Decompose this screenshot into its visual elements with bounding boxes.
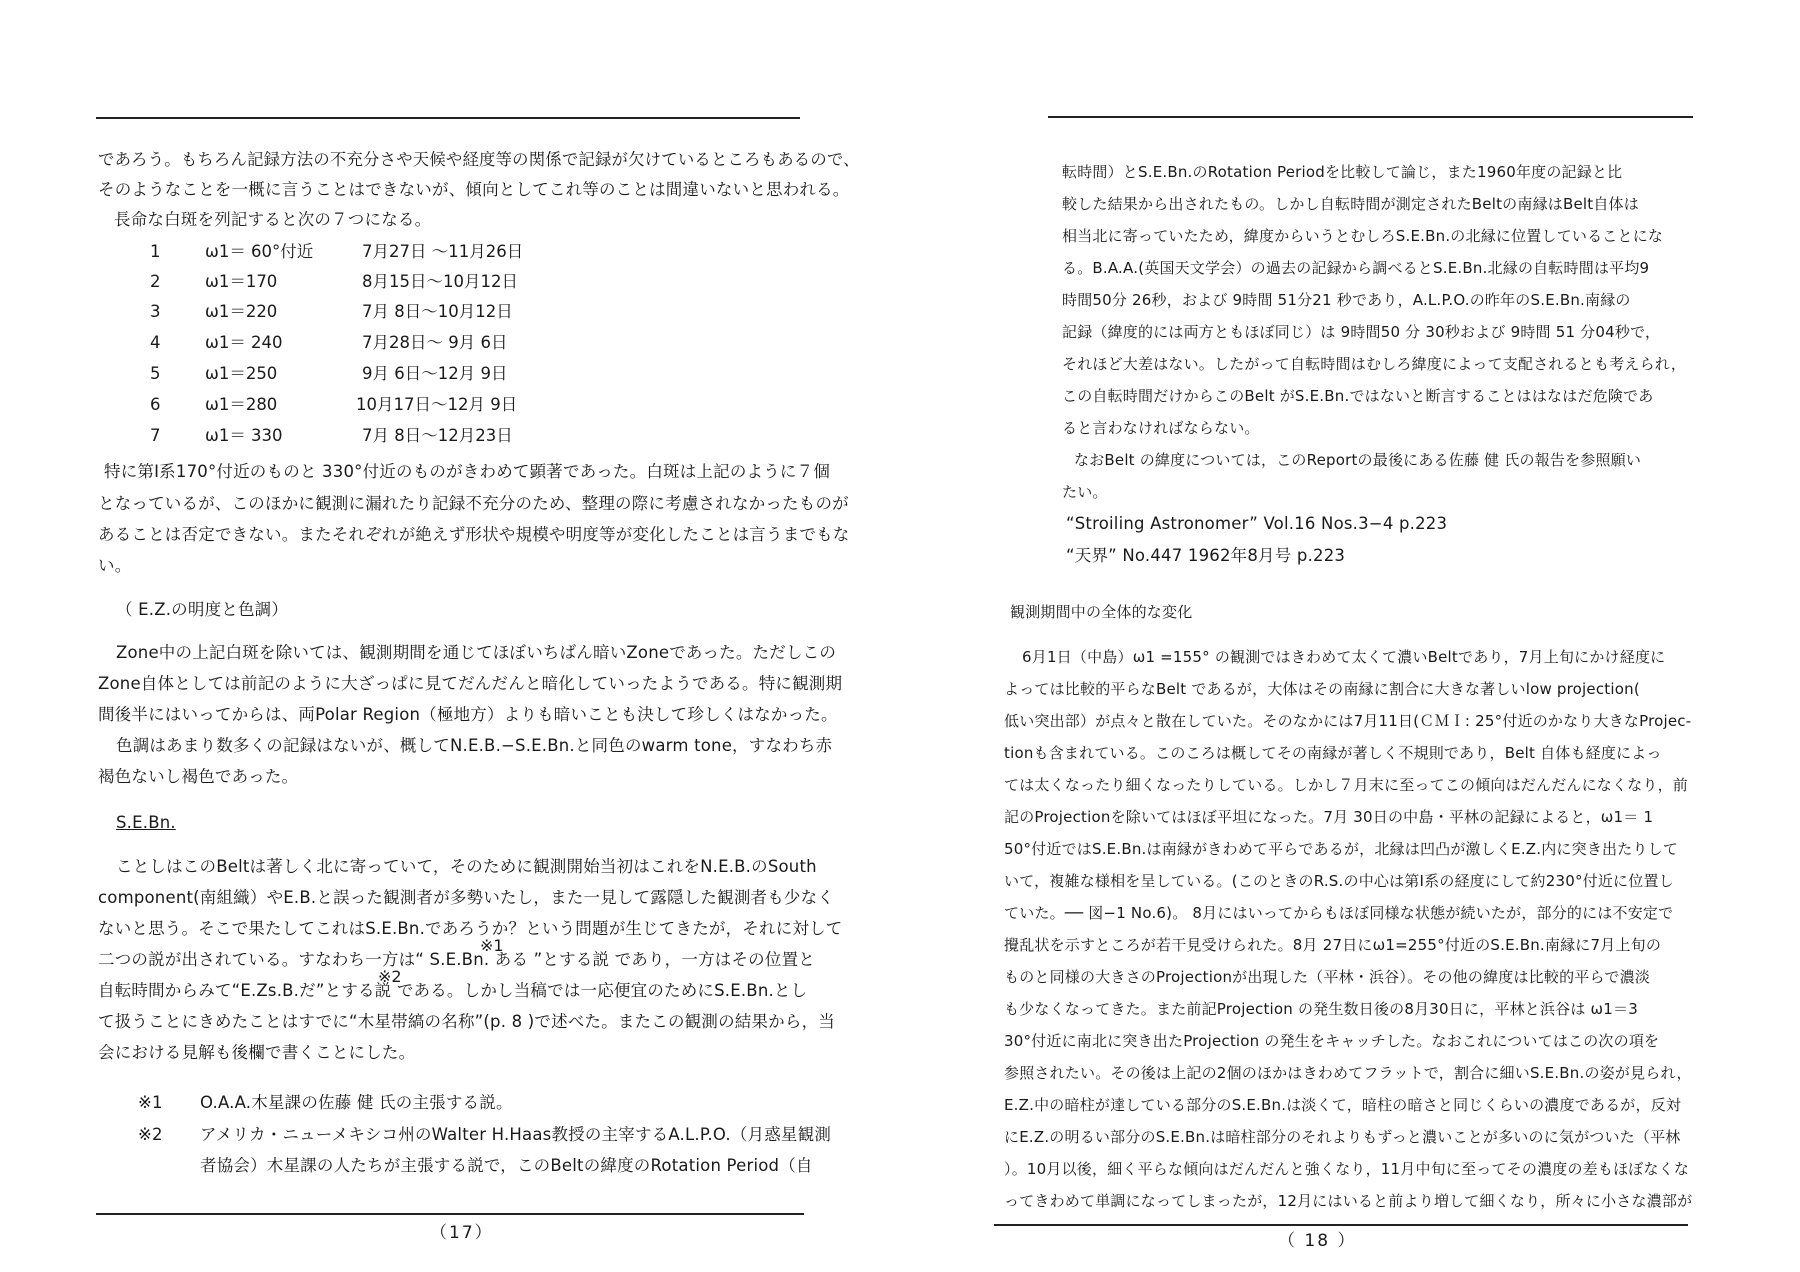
spot-longitude: ω1＝ 240 <box>205 333 283 352</box>
text-line: よっては比較的平らなBelt であるが，大体はその南縁に割合に大きな著しいlow projection( <box>1004 680 1640 698</box>
text-line: であろう。もちろん記録方法の不充分さや天候や経度等の関係で記録が欠けているところもあるので、 <box>98 150 860 169</box>
text-line: Zone中の上記白斑を除いては、観測期間を通じてほぼいちばん暗いZoneであった。ただしこの <box>116 643 837 662</box>
text-line: も少なくなってきた。また前記Projection の発生数日後の8月30日に，平林と浜谷は ω1＝3 <box>1004 1000 1638 1018</box>
spot-period: 7月 8日〜10月12日 <box>362 302 513 321</box>
text-line: ものと同様の大きさのProjectionが出現した（平林・浜谷）。その他の緯度は比較的平らで濃淡 <box>1004 968 1651 986</box>
footnote-mark-1: ※1 <box>480 936 504 955</box>
text-line: 褐色ないし褐色であった。 <box>98 767 299 786</box>
text-line: 50°付近ではS.E.Bn.は南縁がきわめて平らであるが，北縁は凹凸が激しくE.Z.内に突き出たりして <box>1004 840 1679 858</box>
spot-period: 7月28日〜 9月 6日 <box>362 333 508 352</box>
spot-period: 9月 6日〜12月 9日 <box>362 364 508 383</box>
text-line: それほど大差はない。したがって自転時間はむしろ緯度によって支配されるとも考えられ， <box>1062 355 1687 373</box>
text-line: となっているが、このほかに観測に漏れたり記録不充分のため、整理の際に考慮されなかったものが <box>98 494 849 513</box>
footnote-mark: ※2 <box>138 1125 163 1144</box>
text-line: 30°付近に南北に突き出たProjection の発生をキャッチした。なおこれについてはこの次の項を <box>1004 1032 1660 1050</box>
spot-longitude: ω1＝ 60°付近 <box>205 242 314 261</box>
list-item <box>0 328 900 358</box>
text-line: ていた。── 図−1 No.6)。 8月にはいってからもほぼ同様な状態が続いたが，部分的には不安定で <box>1004 904 1674 922</box>
text-line: 較した結果から出されたもの。しかし自転時間が測定されたBeltの南縁はBelt自体は <box>1062 195 1639 213</box>
spot-number: 4 <box>150 333 161 352</box>
text-line: E.Z.中の暗柱が達している部分のS.E.Bn.は淡くて，暗柱の暗さと同じくらいの濃度であるが，反対 <box>1004 1096 1682 1114</box>
text-line: て扱うことにきめたことはすでに“木星帯縞の名称”(p. 8 )で述べた。またこの観測の結果から，当 <box>98 1012 835 1031</box>
spot-number: 6 <box>150 395 161 414</box>
text-line: ないと思う。そこで果たしてこれはS.E.Bn.であろうか？という問題が生じてきたが，それに対して <box>98 919 843 938</box>
list-item <box>0 421 900 451</box>
text-line: 色調はあまり数多くの記録はないが、概してN.E.B.−S.E.Bn.と同色のwarm tone，すなわち赤 <box>116 736 833 755</box>
footnote-mark-2: ※2 <box>378 967 402 986</box>
text-line: 記のProjectionを除いてはほぼ平坦になった。7月 30日の中島・平林の記録によると，ω1＝ 1 <box>1004 808 1654 826</box>
footnote-mark: ※1 <box>138 1093 163 1112</box>
spot-number: 5 <box>150 364 161 383</box>
text-line: 記録（緯度的には両方ともほぼ同じ）は 9時間50 分 30秒および 9時間 51 分04秒で， <box>1062 323 1661 341</box>
text-line: ると言わなければならない。 <box>1062 419 1260 437</box>
text-line: 会における見解も後欄で書くことにした。 <box>98 1043 416 1062</box>
text-line: る。B.A.A.(英国天文学会）の過去の記録から調べるとS.E.Bn.北縁の自転時間は平均9 <box>1062 259 1650 277</box>
spot-longitude: ω1＝ 330 <box>205 426 283 445</box>
text-line: 攪乱状を示すところが若干見受けられた。8月 27日にω1=255°付近のS.E.Bn.南縁に7月上旬の <box>1004 936 1662 954</box>
list-item <box>0 390 900 420</box>
text-line: 転時間）とS.E.Bn.のRotation Periodを比較して論じ，また1960年度の記録と比 <box>1062 163 1623 181</box>
text-line: そのようなことを一概に言うことはできないが、傾向としてこれ等のことは間違いないと思われる。 <box>98 180 850 199</box>
right-page <box>900 0 1800 1272</box>
text-line: tionも含まれている。このころは概してその南縁が著しく不規則であり，Belt 自体も経度によっ <box>1004 744 1662 762</box>
spot-period: 7月27日 〜11月26日 <box>362 242 524 261</box>
spot-longitude: ω1＝280 <box>205 395 278 414</box>
text-line: 特に第Ⅰ系170°付近のものと 330°付近のものがきわめて顕著であった。白斑は上記のように７個 <box>104 462 831 481</box>
text-line: この自転時間だけからこのBelt がS.E.Bn.ではないと断言することははなはだ危険であ <box>1062 387 1654 405</box>
text-line: component(南組織）やE.B.と誤った観測者が多勢いたし，また一見して露隠した観測者も少なく <box>98 888 835 907</box>
text-line: 長命な白斑を列記すると次の７つになる。 <box>114 210 432 229</box>
text-line: 参照されたい。その後は上記の2個のほかはきわめてフラットで，割合に細いS.E.Bn.の姿が見られ， <box>1004 1064 1692 1082</box>
text-line: Zone自体としては前記のように大ざっぱに見てだんだんと暗化していったようである。特に観測期 <box>98 674 843 693</box>
text-line: 自転時間からみて“E.Zs.B.だ”とする説 である。しかし当稿では一応便宜のためにS.E.Bn.とし <box>98 981 808 1000</box>
reference-line: “天界” No.447 1962年8月号 p.223 <box>1066 546 1346 565</box>
text-line: 二つの説が出されている。すなわち一方は“ S.E.Bn. ある ”とする説 であり，一方はその位置と <box>98 950 815 969</box>
footnote-text: 者協会）木星課の人たちが主張する説で，このBeltの緯度のRotation Period（自 <box>200 1156 813 1175</box>
footnote-text: O.A.A.木星課の佐藤 健 氏の主張する説。 <box>200 1093 513 1112</box>
text-line: 時間50分 26秒，および 9時間 51分21 秒であり，A.L.P.O.の昨年のS.E.Bn.南縁の <box>1062 291 1631 309</box>
spot-number: 1 <box>150 242 161 261</box>
text-line: 低い突出部）が点々と散在していた。そのなかには7月11日(ＣＭＩ: 25°付近のかなり大きなProjec- <box>1004 712 1692 730</box>
footer-rule <box>96 1213 804 1215</box>
text-line: ってきわめて単調になってしまったが，12月にはいると前より増して細くなり，所々に小さな濃部が <box>1004 1192 1693 1210</box>
text-line: 6月1日（中島）ω1 =155° の観測ではきわめて太くて濃いBeltであり，7月上旬にかけ経度に <box>1022 648 1666 666</box>
text-line: い。 <box>98 556 132 575</box>
page-number: （ 18 ） <box>1278 1231 1357 1251</box>
ez-heading: （ E.Z.の明度と色調） <box>116 600 289 619</box>
spot-number: 7 <box>150 426 161 445</box>
list-item <box>0 267 900 297</box>
text-line: ことしはこのBeltは著しく北に寄っていて，そのために観測開始当初はこれをN.E.B.のSouth <box>116 857 817 876</box>
spot-period: 10月17日〜12月 9日 <box>356 395 518 414</box>
list-item <box>0 237 900 267</box>
text-line: たい。 <box>1062 483 1108 501</box>
spot-longitude: ω1＝220 <box>205 302 278 321</box>
page-number: （17） <box>430 1223 494 1243</box>
spot-period: 8月15日〜10月12日 <box>362 272 518 291</box>
list-item <box>0 297 900 327</box>
text-line: ）。10月以後，細く平らな傾向はだんだんと強くなり，11月中旬に至ってその濃度の差もほぼなくな <box>1004 1160 1690 1178</box>
list-item <box>0 359 900 389</box>
header-rule <box>96 117 800 119</box>
text-line: いて，複雑な様相を呈している。(このときのR.S.の中心は第Ⅰ系の経度にして約230°付近に位置し <box>1004 872 1674 890</box>
spot-longitude: ω1＝170 <box>205 272 278 291</box>
text-line: ては太くなったり細くなったりしている。しかし７月末に至ってこの傾向はだんだんになくなり，前 <box>1004 776 1689 794</box>
reference-line: “Stroiling Astronomer” Vol.16 Nos.3−4 p.223 <box>1066 514 1448 533</box>
spot-number: 2 <box>150 272 161 291</box>
text-line: 相当北に寄っていたため，緯度からいうとむしろS.E.Bn.の北縁に位置していることにな <box>1062 227 1664 245</box>
header-rule <box>1048 116 1693 118</box>
section-heading: 観測期間中の全体的な変化 <box>1010 603 1193 621</box>
spot-number: 3 <box>150 302 161 321</box>
spot-longitude: ω1＝250 <box>205 364 278 383</box>
text-line: あることは否定できない。またそれぞれが絶えず形状や規模や明度等が変化したことは言うまでもな <box>98 525 850 544</box>
text-line: にE.Z.の明るい部分のS.E.Bn.は暗柱部分のそれよりもずっと濃いことが多いのに気がついた（平林 <box>1004 1128 1681 1146</box>
footnote-text: アメリカ・ニューメキシコ州のWalter H.Haas教授の主宰するA.L.P.O.（月惑星観測 <box>200 1125 832 1144</box>
spot-period: 7月 8日〜12月23日 <box>362 426 513 445</box>
text-line: なおBelt の緯度については，このReportの最後にある佐藤 健 氏の報告を参照願い <box>1074 451 1642 469</box>
sebn-heading: S.E.Bn. <box>116 813 176 832</box>
text-line: 間後半にはいってからは、両Polar Region（極地方）よりも暗いことも決して珍しくはなかった。 <box>98 705 838 724</box>
